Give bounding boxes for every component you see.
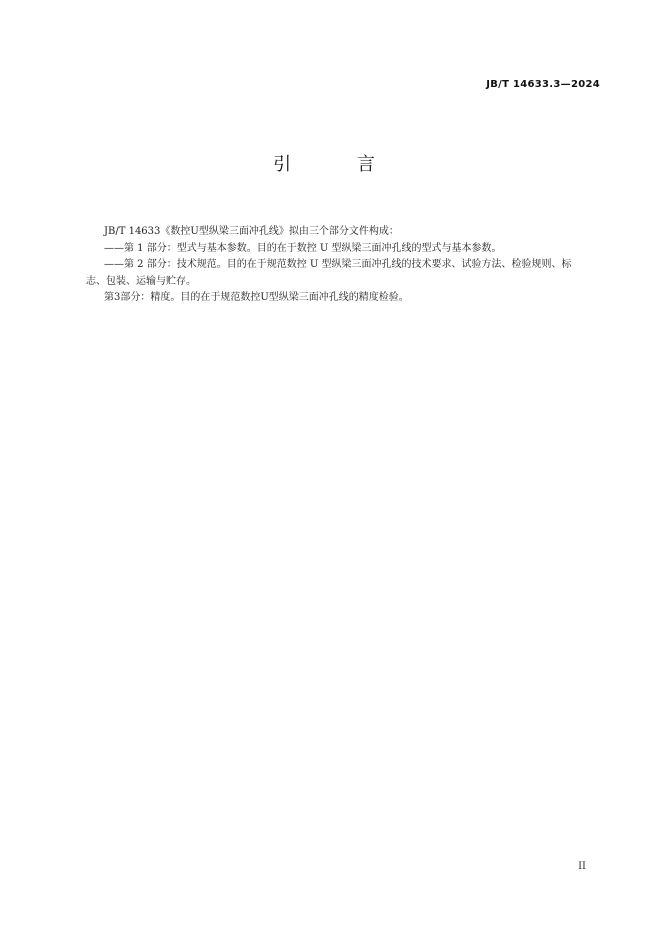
part-3-description: 第3部分：精度。目的在于规范数控U型纵梁三面冲孔线的精度检验。 (104, 292, 409, 303)
part-2-description: ——第 2 部分：技术规范。目的在于规范数控 U 型纵梁三面冲孔线的技术要求、试验方法、检验规则、标志、包装、运输与贮存。 (86, 259, 572, 287)
section-title: 引 言 (273, 154, 405, 175)
standard-number: JB/T 14633.3—2024 (486, 79, 600, 90)
intro-paragraph: JB/T 14633《数控U型纵梁三面冲孔线》拟由三个部分文件构成： (104, 226, 399, 237)
page-number: II (578, 861, 586, 872)
introduction-body (86, 224, 586, 307)
part-1-description: ——第 1 部分：型式与基本参数。目的在于数控 U 型纵梁三面冲孔线的型式与基本参数。 (104, 242, 502, 254)
